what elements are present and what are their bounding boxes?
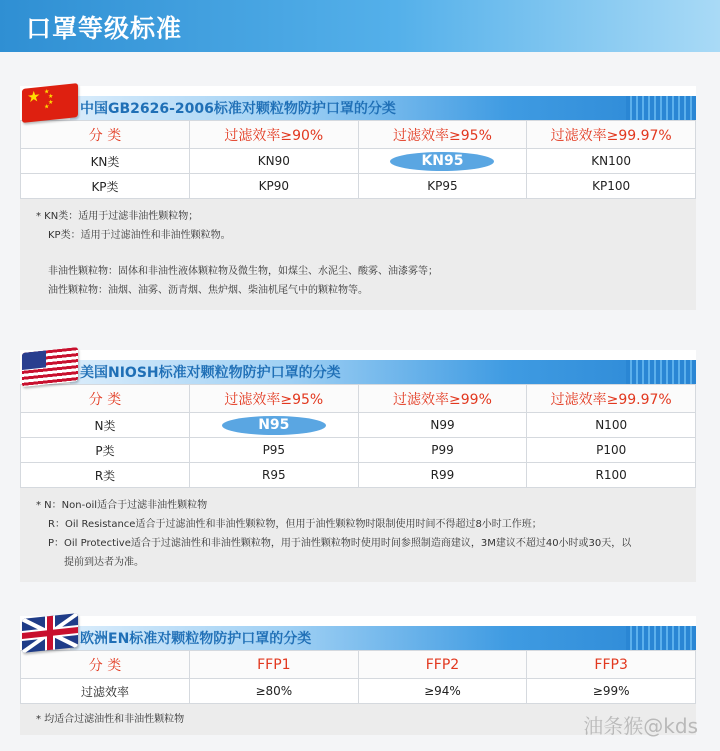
note-line: 非油性颗粒物：固体和非油性液体颗粒物及微生物，如煤尘、水泥尘、酸雾、油漆雾等； bbox=[48, 266, 438, 277]
table-cell: N100 bbox=[527, 413, 696, 438]
table-cell: N99 bbox=[358, 413, 527, 438]
table-cell: ≥94% bbox=[358, 679, 527, 704]
table-row bbox=[21, 438, 696, 463]
table-row bbox=[21, 413, 696, 438]
header-cell: 过滤效率≥99.97% bbox=[527, 385, 696, 413]
flag-cross bbox=[47, 616, 53, 651]
table-cell: KP95 bbox=[358, 174, 527, 199]
header-cell: 过滤效率≥99% bbox=[358, 385, 527, 413]
section-usa bbox=[20, 350, 696, 582]
section-china bbox=[20, 86, 696, 310]
flag-canton bbox=[22, 350, 46, 370]
note-line: * 均适合过滤油性和非油性颗粒物 bbox=[36, 714, 185, 725]
highlight-badge: N95 bbox=[222, 416, 326, 435]
header-cell: 过滤效率≥95% bbox=[358, 121, 527, 149]
table-header-row bbox=[21, 385, 696, 413]
classification-table bbox=[20, 384, 696, 488]
table-cell: KN90 bbox=[190, 149, 359, 174]
table-cell: P95 bbox=[190, 438, 359, 463]
classification-table bbox=[20, 650, 696, 704]
note-line: P：Oil Protective适合于过滤油性和非油性颗粒物，用于油性颗粒物时使用时间参照制造商建议，3M建议不超过40小时或30天，以 bbox=[48, 538, 632, 549]
uk-flag-icon bbox=[22, 613, 78, 653]
highlight-badge: KN95 bbox=[390, 152, 494, 171]
header-cell: 过滤效率≥99.97% bbox=[527, 121, 696, 149]
table-cell: ≥99% bbox=[527, 679, 696, 704]
table-cell: P100 bbox=[527, 438, 696, 463]
page-banner bbox=[0, 0, 720, 52]
china-flag-icon: ★ ★ ★ ★ ★ bbox=[22, 83, 78, 123]
page-title: 口罩等级标准 bbox=[26, 14, 183, 43]
table-row bbox=[21, 174, 696, 199]
header-cell: 分 类 bbox=[21, 385, 190, 413]
table-header-row bbox=[21, 651, 696, 679]
table-row bbox=[21, 463, 696, 488]
table-cell: R类 bbox=[21, 463, 190, 488]
table-cell: ≥80% bbox=[190, 679, 359, 704]
header-cell: FFP2 bbox=[358, 651, 527, 679]
note-line: 提前到达者为准。 bbox=[64, 557, 144, 568]
table-cell: 过滤效率 bbox=[21, 679, 190, 704]
note-line: * N：Non-oil适合于过滤非油性颗粒物 bbox=[36, 500, 208, 511]
header-cell: 过滤效率≥90% bbox=[190, 121, 359, 149]
table-row bbox=[21, 149, 696, 174]
header-cell: 分 类 bbox=[21, 651, 190, 679]
table-cell: P类 bbox=[21, 438, 190, 463]
section-title: 欧洲EN标准对颗粒物防护口罩的分类 bbox=[80, 631, 312, 647]
section-notes bbox=[20, 488, 696, 582]
note-line: KP类：适用于过滤油性和非油性颗粒物。 bbox=[48, 230, 231, 241]
section-title: 中国GB2626-2006标准对颗粒物防护口罩的分类 bbox=[80, 101, 396, 117]
watermark-text: 油条猴@kds bbox=[583, 714, 698, 738]
table-cell: R100 bbox=[527, 463, 696, 488]
note-line: 油性颗粒物：油烟、油雾、沥青烟、焦炉烟、柴油机尾气中的颗粒物等。 bbox=[48, 285, 368, 296]
table-cell bbox=[358, 149, 527, 174]
table-cell: KN100 bbox=[527, 149, 696, 174]
table-cell: P99 bbox=[358, 438, 527, 463]
header-cell: FFP3 bbox=[527, 651, 696, 679]
classification-table bbox=[20, 120, 696, 199]
table-cell bbox=[190, 413, 359, 438]
section-header bbox=[20, 616, 696, 650]
table-cell: KP100 bbox=[527, 174, 696, 199]
header-cell: 过滤效率≥95% bbox=[190, 385, 359, 413]
section-notes bbox=[20, 199, 696, 310]
table-cell: KN类 bbox=[21, 149, 190, 174]
usa-flag-icon bbox=[22, 347, 78, 387]
section-header bbox=[20, 86, 696, 120]
section-header bbox=[20, 350, 696, 384]
note-line: R：Oil Resistance适合于过滤油性和非油性颗粒物，但用于油性颗粒物时限制使用时间不得超过8小时工作班； bbox=[48, 519, 542, 530]
table-cell: KP90 bbox=[190, 174, 359, 199]
section-title: 美国NIOSH标准对颗粒物防护口罩的分类 bbox=[80, 365, 341, 381]
table-row bbox=[21, 679, 696, 704]
table-cell: R99 bbox=[358, 463, 527, 488]
table-header-row bbox=[21, 121, 696, 149]
header-cell: FFP1 bbox=[190, 651, 359, 679]
header-cell: 分 类 bbox=[21, 121, 190, 149]
table-cell: KP类 bbox=[21, 174, 190, 199]
table-cell: R95 bbox=[190, 463, 359, 488]
note-spacer bbox=[36, 245, 680, 262]
table-cell: N类 bbox=[21, 413, 190, 438]
note-line: * KN类：适用于过滤非油性颗粒物； bbox=[36, 211, 199, 222]
